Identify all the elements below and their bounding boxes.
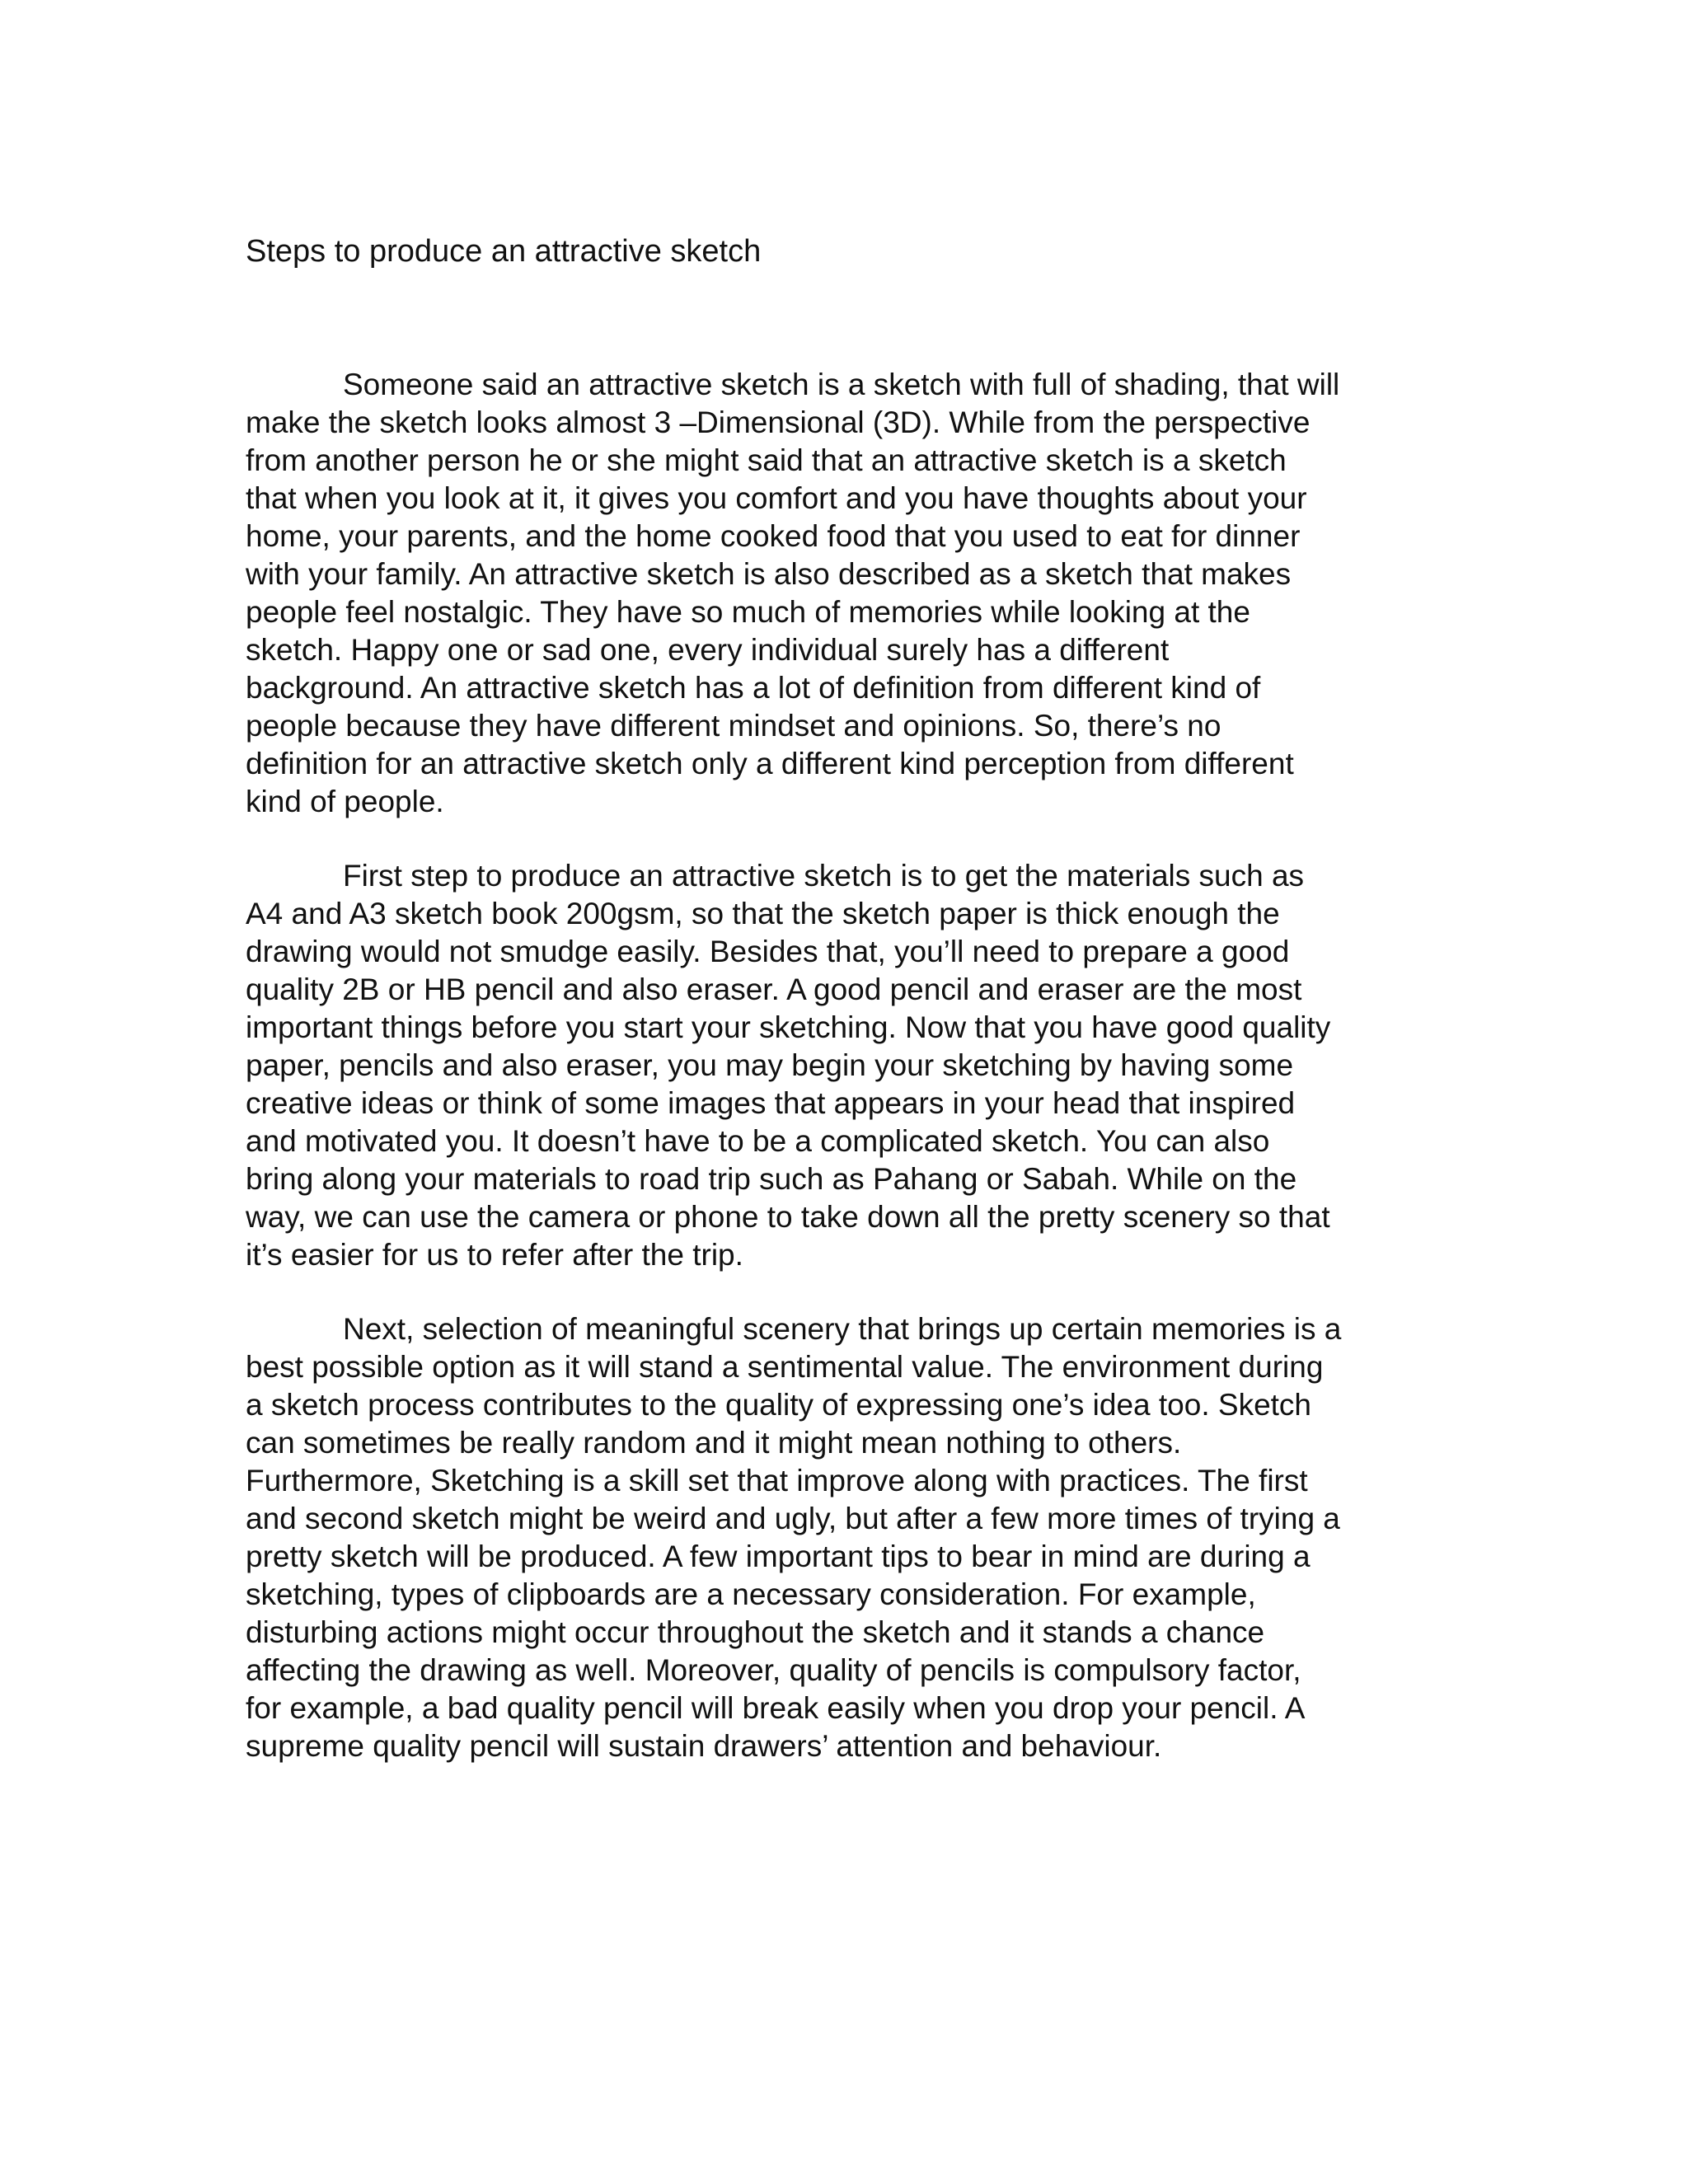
paragraph-line: that when you look at it, it gives you comfort and you have thoughts about your xyxy=(246,481,1307,515)
paragraph-line: can sometimes be really random and it might mean nothing to others. xyxy=(246,1426,1182,1460)
paragraph-line: it’s easier for us to refer after the trip. xyxy=(246,1238,743,1272)
paragraph-line: Furthermore, Sketching is a skill set that improve along with practices. The first xyxy=(246,1464,1308,1497)
paragraph-line: pretty sketch will be produced. A few important tips to bear in mind are during a xyxy=(246,1540,1311,1573)
paragraph-line: way, we can use the camera or phone to take down all the pretty scenery so that xyxy=(246,1200,1330,1234)
paragraph-line: supreme quality pencil will sustain drawers’ attention and behaviour. xyxy=(246,1729,1162,1763)
paragraph-line: and motivated you. It doesn’t have to be a complicated sketch. You can also xyxy=(246,1124,1270,1158)
paragraph-line: drawing would not smudge easily. Besides that, you’ll need to prepare a good xyxy=(246,935,1290,968)
paragraph-line: for example, a bad quality pencil will break easily when you drop your pencil. A xyxy=(246,1691,1306,1725)
paragraph-line: important things before you start your sketching. Now that you have good quality xyxy=(246,1010,1331,1044)
paragraph-line: home, your parents, and the home cooked food that you used to eat for dinner xyxy=(246,519,1301,553)
paragraph-line: people because they have different mindset and opinions. So, there’s no xyxy=(246,709,1221,743)
paragraph-line: Someone said an attractive sketch is a sketch with full of shading, that will xyxy=(343,368,1340,401)
paragraph-first-step xyxy=(246,857,1330,1274)
paragraph-line: Next, selection of meaningful scenery that brings up certain memories is a xyxy=(343,1312,1342,1346)
paragraph-line: paper, pencils and also eraser, you may begin your sketching by having some xyxy=(246,1048,1294,1082)
paragraph-line: First step to produce an attractive sketch is to get the materials such as xyxy=(343,859,1305,893)
paragraph-line: and second sketch might be weird and ugly, but after a few more times of trying a xyxy=(246,1502,1340,1535)
paragraph-line: background. An attractive sketch has a lot of definition from different kind of xyxy=(246,671,1261,705)
paragraph-line: sketch. Happy one or sad one, every individual surely has a different xyxy=(246,633,1170,667)
paragraph-intro xyxy=(246,366,1339,821)
document-title: Steps to produce an attractive sketch xyxy=(246,234,762,269)
paragraph-line: definition for an attractive sketch only a different kind perception from different xyxy=(246,747,1294,780)
paragraph-line: disturbing actions might occur throughout the sketch and it stands a chance xyxy=(246,1615,1265,1649)
paragraph-line: creative ideas or think of some images that appears in your head that inspired xyxy=(246,1086,1296,1120)
paragraph-line: best possible option as it will stand a sentimental value. The environment during xyxy=(246,1350,1324,1384)
paragraph-line: sketching, types of clipboards are a necessary consideration. For example, xyxy=(246,1577,1256,1611)
paragraph-line: make the sketch looks almost 3 –Dimensional (3D). While from the perspective xyxy=(246,405,1311,439)
paragraph-next-step xyxy=(246,1310,1341,1765)
paragraph-line: a sketch process contributes to the quality of expressing one’s idea too. Sketch xyxy=(246,1388,1312,1422)
paragraph-line: A4 and A3 sketch book 200gsm, so that the sketch paper is thick enough the xyxy=(246,897,1280,930)
paragraph-line: with your family. An attractive sketch is also described as a sketch that makes xyxy=(246,557,1292,591)
paragraph-line: from another person he or she might said that an attractive sketch is a sketch xyxy=(246,443,1287,477)
paragraph-line: kind of people. xyxy=(246,785,444,818)
paragraph-line: people feel nostalgic. They have so much of memories while looking at the xyxy=(246,595,1250,629)
paragraph-line: quality 2B or HB pencil and also eraser. A good pencil and eraser are the most xyxy=(246,972,1302,1006)
paragraph-line: affecting the drawing as well. Moreover, quality of pencils is compulsory factor, xyxy=(246,1653,1301,1687)
paragraph-line: bring along your materials to road trip such as Pahang or Sabah. While on the xyxy=(246,1162,1297,1196)
